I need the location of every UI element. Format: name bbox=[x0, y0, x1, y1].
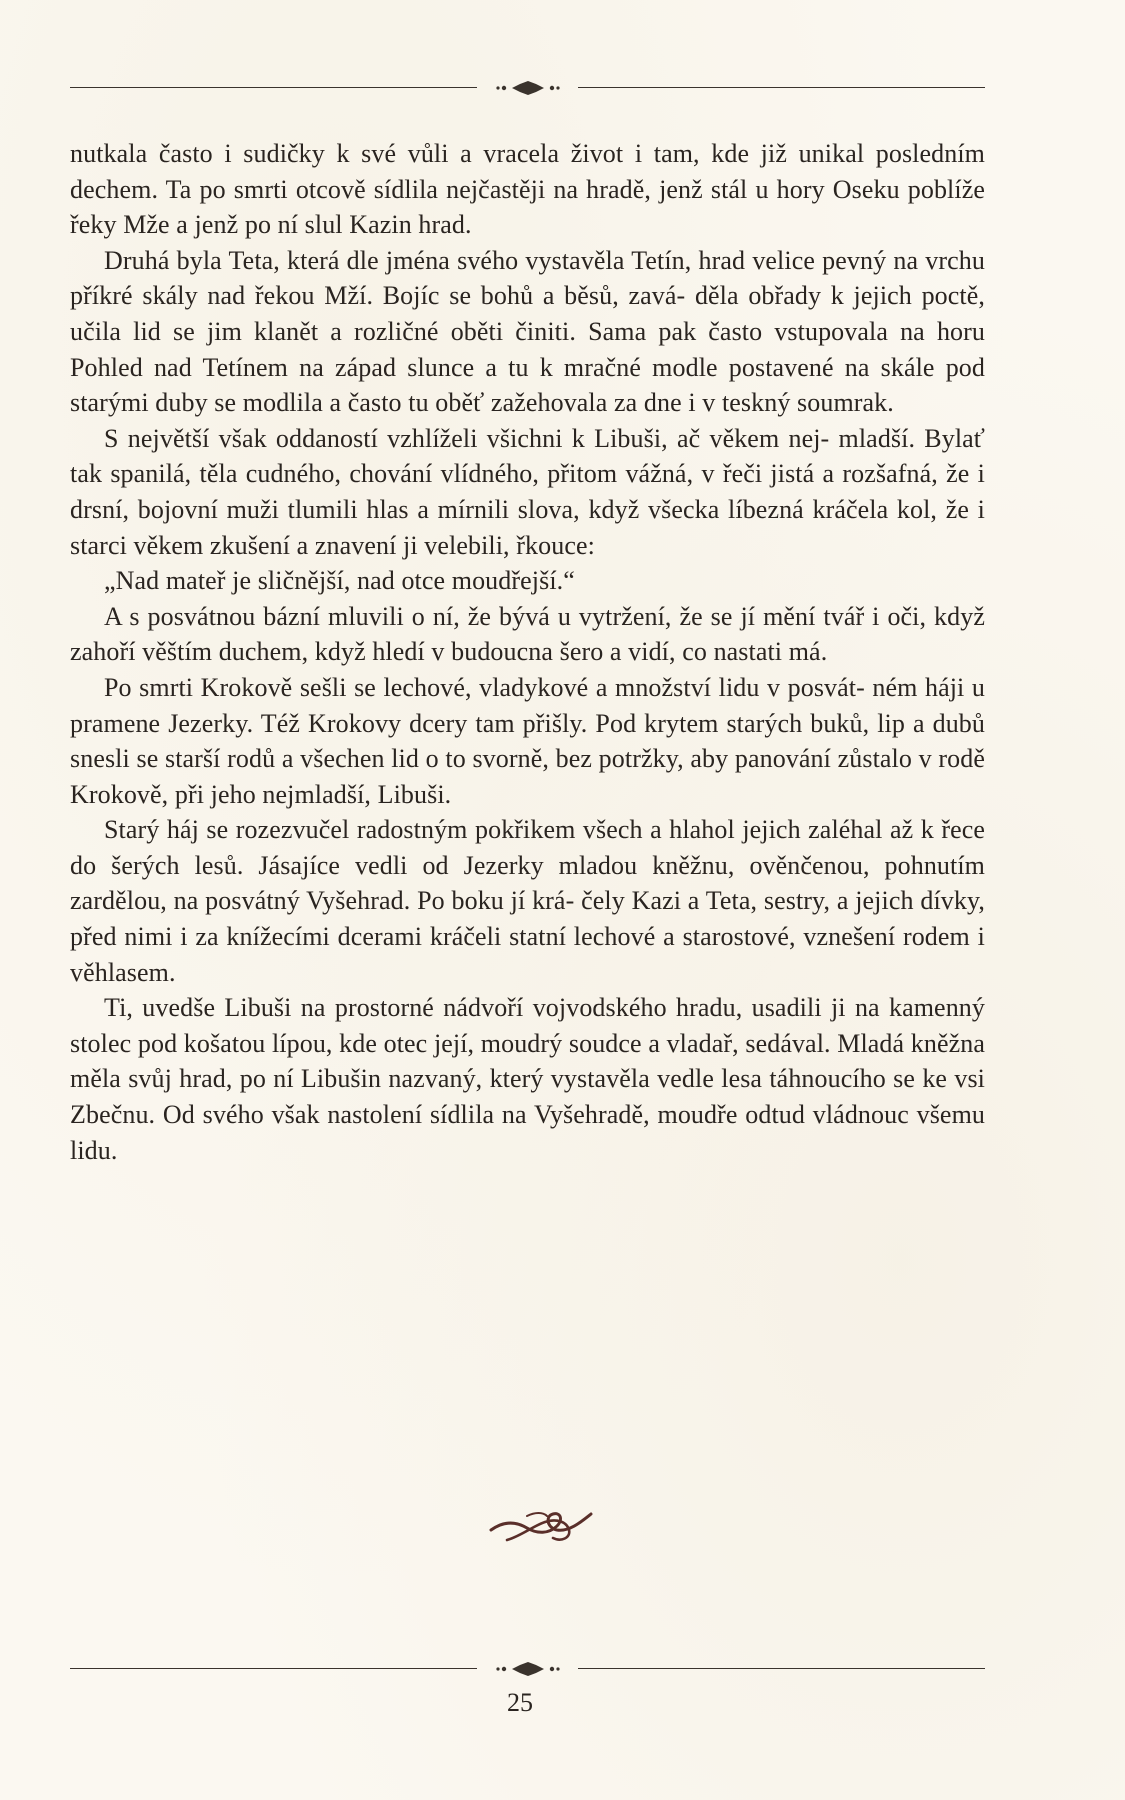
text-line: stál u hory Oseku poblíže řeky Mže a jenž po ní slul Kazin hrad. bbox=[70, 174, 985, 240]
paragraph bbox=[70, 990, 985, 1168]
text-line: velebili, řkouce: bbox=[424, 530, 595, 560]
paragraph bbox=[70, 812, 985, 990]
text-line: posledním dechem. Ta po smrti otcově sídlila nejčastěji na hradě, jenž bbox=[70, 139, 985, 204]
paragraph bbox=[70, 670, 985, 812]
text-line: slunce a tu k mračné modle postavené na skále pod starými duby se bbox=[70, 352, 985, 418]
calligraphic-flourish-icon bbox=[487, 1500, 597, 1550]
text-line: Starý háj se rozezvučel radostným pokřikem všech a hlahol jejich bbox=[104, 815, 801, 845]
text-line: mladší. Bylať tak spanilá, těla cudného, chování vlídného, přitom vážná, bbox=[70, 423, 985, 489]
text-line: děla obřady k jejich poctě, učila lid se jim klanět a rozličné oběti činiti. bbox=[70, 281, 985, 346]
top-rule-right-line bbox=[578, 87, 985, 88]
text-line: starých buků, lip a dubů snesli se starší rodů a všechen lid o to svorně, bbox=[70, 708, 986, 774]
text-line: a vladař, sedával. Mladá kněžna měla svůj hrad, po ní Libušin nazvaný, bbox=[70, 1028, 985, 1094]
text-line: nastolení sídlila na Vyšehradě, moudře odtud vládnouc všemu lidu. bbox=[70, 1100, 985, 1165]
paragraph bbox=[70, 136, 985, 243]
diamond-dot-ornament-icon bbox=[482, 78, 574, 98]
text-line: bez potržky, aby panování zůstalo v rodě Krokově, při jeho nejmladší, bbox=[70, 744, 985, 809]
text-line: na kamenný stolec pod košatou lípou, kde otec její, moudrý soudce bbox=[70, 993, 985, 1058]
text-line: Sama pak často vstupovala na horu Pohled nad Tetínem na západ bbox=[70, 316, 985, 382]
text-line: kráčeli statní lechové a starostové, vznešení rodem i věhlasem. bbox=[70, 922, 985, 987]
text-line: modlila a často tu oběť zažehovala za dne i v teskný soumrak. bbox=[242, 388, 894, 418]
text-line: S největší však oddaností vzhlíželi všichni k Libuši, ač věkem nej- bbox=[104, 423, 830, 453]
text-line: když všecka líbezná kráčela kol, že i starci věkem zkušení a znavení ji bbox=[70, 494, 985, 560]
text-line: nutkala často i sudičky k své vůli a vracela život i tam, kde již unikal bbox=[70, 139, 865, 168]
text-line: čely Kazi a Teta, sestry, a jejich dívky, před nimi i za knížecími dcerami bbox=[70, 886, 985, 952]
text-line: v řeči jistá a rozšafná, že i drsní, bojovní muži tlumili hlas a mírnili slova, bbox=[70, 459, 985, 524]
bottom-ornamental-rule bbox=[70, 1659, 985, 1679]
page-number: 25 bbox=[507, 1688, 533, 1717]
top-ornamental-rule bbox=[70, 78, 985, 98]
top-rule-left-line bbox=[70, 87, 477, 88]
text-line: A s posvátnou bázní mluvili o ní, že bývá u vytržení, že se jí mění tvář bbox=[104, 601, 865, 631]
text-line: Po smrti Krokově sešli se lechové, vladykové a množství lidu v posvát- bbox=[104, 672, 865, 702]
paragraph bbox=[70, 563, 985, 599]
text-line: ném háji u pramene Jezerky. Též Krokovy dcery tam přišly. Pod krytem bbox=[70, 672, 985, 738]
text-line: Libuši. bbox=[377, 779, 452, 809]
chapter-body-text bbox=[70, 136, 985, 1168]
diamond-dot-ornament-icon bbox=[482, 1659, 574, 1679]
text-line: zaléhal až k řece do šerých lesů. Jásajíce vedli od Jezerky mladou kněžnu, bbox=[70, 815, 986, 880]
text-line: ověnčenou, pohnutím zardělou, na posvátný Vyšehrad. Po boku jí krá- bbox=[70, 850, 985, 916]
paragraph bbox=[70, 243, 985, 421]
text-line: i oči, když zahoří věštím duchem, když hledí v budoucna šero a vidí, co bbox=[70, 601, 985, 667]
text-line: který vystavěla vedle lesa táhnoucího se ke vsi Zbečnu. Od svého však bbox=[70, 1064, 985, 1130]
text-line: Ti, uvedše Libuši na prostorné nádvoří vojvodského hradu, usadili ji bbox=[104, 993, 846, 1023]
paragraph bbox=[70, 421, 985, 563]
bottom-rule-left-line bbox=[70, 1668, 477, 1669]
paragraph bbox=[70, 599, 985, 670]
text-line: „Nad mateř je sličnější, nad otce moudřejší.“ bbox=[104, 566, 575, 596]
text-line: Druhá byla Teta, která dle jména svého vystavěla Tetín, hrad velice bbox=[104, 245, 815, 275]
text-line: nastati má. bbox=[713, 637, 828, 667]
bottom-rule-right-line bbox=[578, 1668, 985, 1669]
text-line: pevný na vrchu příkré skály nad řekou Mží. Bojíc se bohů a běsů, zavá- bbox=[70, 245, 985, 311]
